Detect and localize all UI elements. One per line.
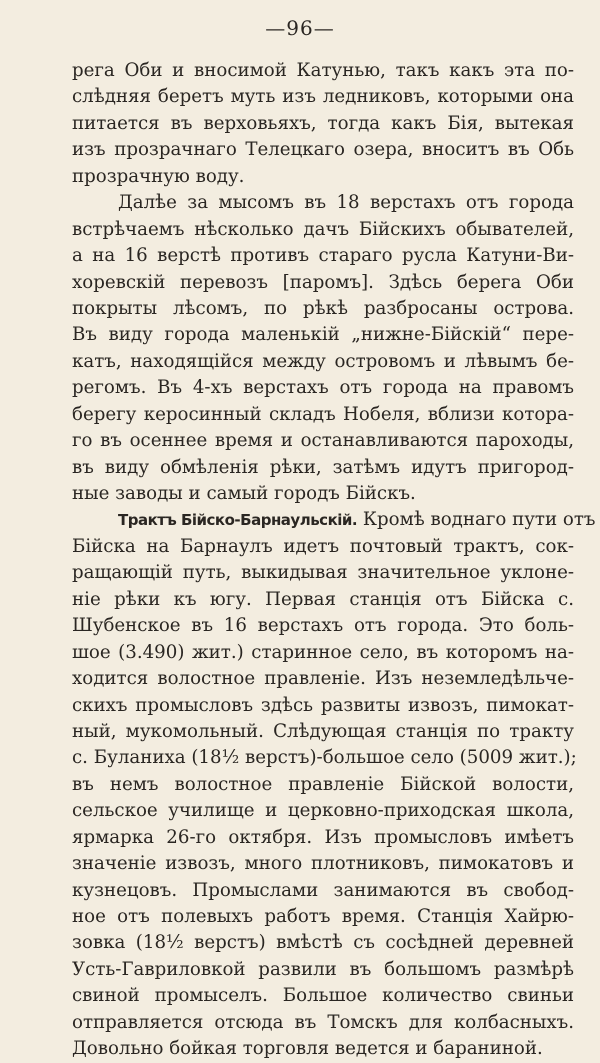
text-line: свиной промыселъ. Большое количество свиньи — [72, 985, 574, 1007]
text-line: ный, мукомольный. Слѣдующая станція по тракту — [72, 720, 574, 742]
text-line: катъ, находящійся между островомъ и лѣвымъ бе- — [72, 350, 574, 372]
heading-line-continuation: Кромѣ воднаго пути отъ — [362, 509, 596, 531]
text-line: ное отъ полевыхъ работъ время. Станція Хайрю- — [72, 906, 574, 927]
text-line: покрыты лѣсомъ, по рѣкѣ разбросаны острова. — [72, 297, 574, 319]
text-line: отправляется отсюда въ Томскъ для колбасныхъ. — [72, 1011, 574, 1033]
text-line: Усть-Гавриловкой развили въ большомъ размѣрѣ — [72, 958, 574, 980]
text-line: Далѣе за мысомъ въ 18 верстахъ отъ города — [118, 192, 574, 214]
text-line: въ виду обмѣленія рѣки, затѣмъ идутъ пригород- — [72, 456, 574, 478]
text-line: скихъ промысловъ здѣсь развиты извозъ, пимокат- — [72, 694, 574, 716]
section-heading-line — [72, 507, 596, 533]
text-line: встрѣчаемъ нѣсколько дачъ Бійскихъ обывателей, — [72, 218, 574, 240]
text-line: изъ прозрачнаго Телецкаго озера, вноситъ въ Обь — [72, 139, 574, 161]
text-line: питается въ верховьяхъ, тогда какъ Бія, вытекая — [72, 112, 574, 134]
text-line: шое (3.490) жит.) старинное село, въ которомъ на- — [72, 641, 574, 663]
text-line: ращающій путь, выкидывая значительное уклоне- — [72, 562, 574, 584]
text-line: Шубенское въ 16 верстахъ отъ города. Это боль- — [72, 615, 574, 637]
text-line: ніе рѣки къ югу. Первая станція отъ Бійска с. — [72, 588, 574, 610]
text-line: Бійска на Барнаулъ идетъ почтовый трактъ, сок- — [72, 535, 574, 557]
text-line: го въ осеннее время и останавливаются пароходы, — [72, 430, 574, 452]
text-line: зовка (18½ верстъ) вмѣстѣ съ сосѣдней деревней — [72, 932, 574, 954]
text-line: въ немъ волостное правленіе Бійской волости, — [72, 773, 574, 795]
text-line: значеніе извозъ, много плотниковъ, пимокатовъ и — [72, 853, 574, 875]
text-line: ярмарка 26-го октября. Изъ промысловъ имѣетъ — [72, 826, 574, 848]
body-text — [72, 58, 596, 1063]
text-line: а на 16 верстѣ противъ стараго русла Катуни-Ви- — [72, 245, 574, 267]
page-number: —96— — [265, 16, 335, 40]
text-line: Довольно бойкая торговля ведется и бараниной. — [72, 1038, 543, 1060]
text-line: с. Буланиха (18½ верстъ)-большое село (5009 жит.); — [72, 747, 577, 769]
text-line: Въ виду города маленькій „нижне-Бійскій“ пере- — [72, 324, 574, 346]
text-line: слѣдняя беретъ муть изъ ледниковъ, которыми она — [72, 86, 574, 108]
text-line: сельское училище и церковно-приходская школа, — [72, 800, 574, 822]
text-line: берегу керосинный складъ Нобеля, вблизи котора- — [72, 403, 574, 425]
text-line: регомъ. Въ 4-хъ верстахъ отъ города на правомъ — [72, 377, 574, 399]
text-line: ходится волостное правленіе. Изъ неземледѣльче- — [72, 668, 574, 690]
text-line: кузнецовъ. Промыслами занимаются въ свобод- — [72, 879, 574, 901]
text-line: ные заводы и самый городъ Бійскъ. — [72, 483, 416, 504]
text-line: хоревскій перевозъ [паромъ]. Здѣсь берега Оби — [72, 271, 574, 293]
text-line: рега Оби и вносимой Катунью, такъ какъ эта по- — [72, 60, 574, 81]
text-line: прозрачную воду. — [72, 165, 245, 187]
section-heading: Трактъ Бійско-Барнаульскій. — [118, 511, 358, 530]
